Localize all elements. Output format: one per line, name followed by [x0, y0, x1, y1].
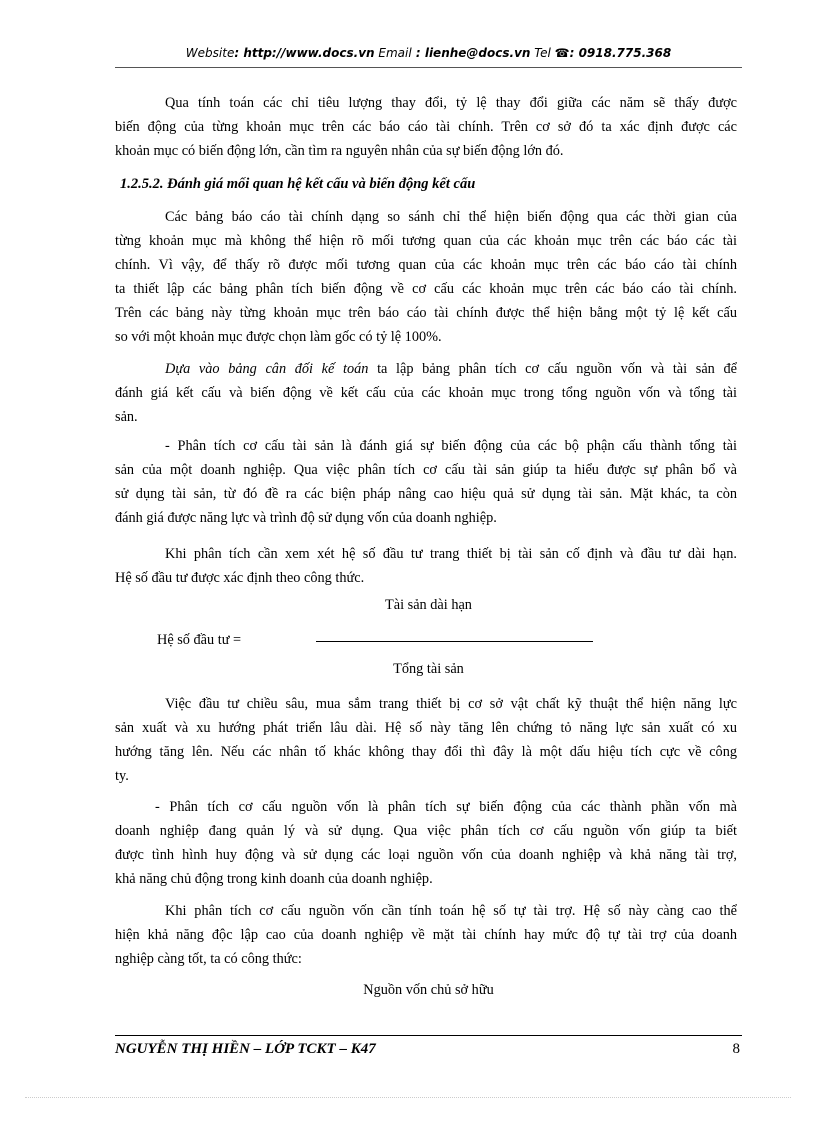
text-line: Hệ số đầu tư được xác định theo công thức.: [115, 570, 365, 586]
text-line: khả năng chủ động trong kinh doanh của doanh nghiệp.: [115, 871, 433, 887]
text-line: hiện khả năng độc lập cao của doanh nghiệp về mặt tài chính hay mức độ tự tài trợ của doanh: [115, 927, 737, 943]
text-line: từng khoản mục mà không thể hiện rõ mối tương quan của các khoản mục trên các báo các tài: [115, 233, 737, 249]
tel-label: Tel: [530, 46, 551, 60]
text-line: đánh giá được năng lực và trình độ sử dụng vốn của doanh nghiệp.: [115, 510, 497, 526]
text-line: Khi phân tích cần xem xét hệ số đầu tư trang thiết bị tài sản cố định và đầu tư dài hạn.: [165, 546, 737, 562]
website-label: Website: [185, 46, 235, 60]
text-line: doanh nghiệp đang quản lý và sử dụng. Qua việc phân tích cơ cấu nguồn vốn giúp ta biết: [115, 823, 737, 839]
tel-value: : 0918.775.368: [569, 46, 672, 60]
email-value: : lienhe@docs.vn: [411, 46, 531, 60]
text-line: [115, 357, 737, 381]
paragraph-6: [115, 692, 737, 788]
text-span: ta lập bảng phân tích cơ cấu nguồn vốn và tài sản để: [368, 361, 737, 377]
text-line: sản xuất và xu hướng phát triển lâu dài. Hệ số này tăng lên chứng tỏ năng lực sản xuất có xu: [115, 720, 737, 736]
text-line: sử dụng tài sản, từ đó đề ra các biện pháp nâng cao hiệu quả sử dụng tài sản. Mặt khác, ta còn: [115, 486, 737, 502]
paragraph-5: [115, 542, 737, 590]
page-header: [115, 46, 742, 60]
phone-icon: ☎: [554, 46, 570, 60]
footer-author: NGUYỄN THỊ HIỀN – LỚP TCKT – K47: [115, 1041, 376, 1057]
text-line: Các bảng báo cáo tài chính dạng so sánh chỉ thể hiện biến động qua các thời gian của: [165, 209, 737, 225]
text-line: ty.: [115, 768, 129, 784]
text-line: Khi phân tích cơ cấu nguồn vốn cần tính toán hệ số tự tài trợ. Hệ số này càng cao thể: [165, 903, 737, 919]
text-line: chính. Vì vậy, để thấy rõ được mối tương quan của các khoản mục trên các báo cáo tài chính: [115, 257, 737, 273]
paragraph-4: [115, 434, 737, 530]
paragraph-1: [115, 91, 737, 163]
header-divider: [115, 67, 742, 68]
italic-phrase: Dựa vào bảng cân đối kế toán: [165, 361, 369, 377]
paragraph-8: [115, 899, 737, 971]
text-line: hướng tăng lên. Nếu các nhân tố khác không thay đổi thì đây là một dấu hiệu tích cực về công: [115, 744, 737, 760]
page-edge-guide: [25, 1097, 791, 1098]
text-line: sản.: [115, 409, 138, 425]
formula-numerator: Tài sản dài hạn: [385, 597, 472, 613]
text-line: khoản mục có biến động lớn, cần tìm ra nguyên nhân của sự biến động lớn đó.: [115, 143, 564, 159]
text-line: được tình hình huy động và sử dụng các loại nguồn vốn của doanh nghiệp và khả năng tài trợ,: [115, 847, 737, 863]
text-line: đánh giá kết cấu và biến động về kết cấu của các khoản mục trong tổng nguồn vốn và tổng tài: [115, 385, 737, 401]
section-heading: 1.2.5.2. Đánh giá mối quan hệ kết cấu và biến động kết cấu: [120, 176, 476, 192]
footer-divider: [115, 1035, 742, 1036]
formula-label: Hệ số đầu tư =: [157, 632, 242, 648]
text-line: ta thiết lập các bảng phân tích biến động về cơ cấu các khoản mục trên các báo cáo tài chính.: [115, 281, 737, 297]
email-label: Email: [374, 46, 412, 60]
text-line: Qua tính toán các chỉ tiêu lượng thay đổi, tỷ lệ thay đổi giữa các năm sẽ thấy được: [165, 95, 737, 111]
text-line: nghiệp càng tốt, ta có công thức:: [115, 951, 302, 967]
text-line: - Phân tích cơ cấu nguồn vốn là phân tích sự biến động của các thành phần vốn mà: [155, 799, 737, 815]
paragraph-7: [115, 795, 737, 891]
text-line: Việc đầu tư chiều sâu, mua sắm trang thiết bị cơ sở vật chất kỹ thuật thể hiện năng lực: [165, 696, 737, 712]
website-value: : http://www.docs.vn: [234, 46, 375, 60]
text-line: Trên các bảng này từng khoản mục trên báo cáo tài chính được thể hiện bằng một tỷ lệ kết cấu: [115, 305, 737, 321]
paragraph-3: [115, 357, 737, 429]
paragraph-2: [115, 205, 737, 349]
text-line: biến động của từng khoản mục trên các báo cáo tài chính. Trên cơ sở đó ta xác định được các: [115, 119, 737, 135]
text-line: sản của một doanh nghiệp. Qua việc phân tích cơ cấu tài sản giúp ta hiểu được sự phân bổ và: [115, 462, 737, 478]
text-line: - Phân tích cơ cấu tài sản là đánh giá sự biến động của các bộ phận cấu thành tổng tài: [165, 438, 737, 454]
fraction-bar: [316, 641, 593, 642]
page-number: 8: [732, 1041, 740, 1057]
text-line: so với một khoản mục được chọn làm gốc có tỷ lệ 100%.: [115, 329, 442, 345]
formula-denominator: Tổng tài sản: [393, 661, 464, 677]
formula-2-numerator: Nguồn vốn chủ sở hữu: [363, 982, 494, 998]
